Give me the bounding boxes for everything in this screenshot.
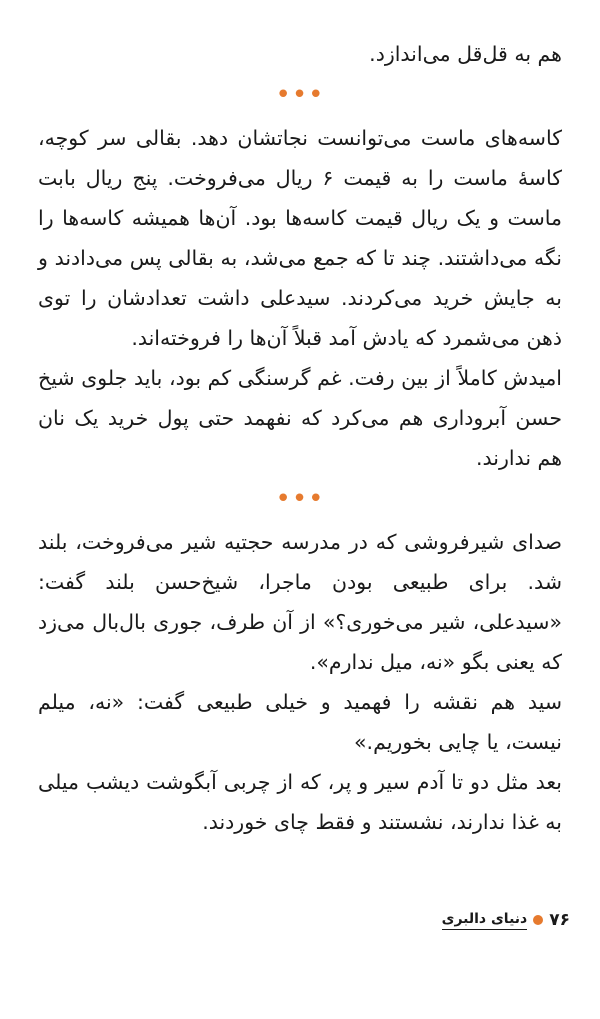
paragraph-4: سید هم نقشه را فهمید و خیلی طبیعی گفت: «نه، میلم نیست، یا چایی بخوریم.»	[38, 690, 562, 754]
paragraph-5: بعد مثل دو تا آدم سیر و پر، که از چربی آبگوشت دیشب میلی به غذا ندارند، نشستند و فقط چای خوردند.	[38, 770, 562, 834]
orange-dot-icon	[533, 915, 543, 925]
book-title: دنیای دالبری	[442, 911, 528, 930]
page-number: ۷۶	[549, 910, 570, 930]
page-footer	[440, 905, 570, 935]
paragraph-0: هم به قل‌قل می‌اندازد.	[369, 42, 562, 66]
paragraph-1: کاسه‌های ماست می‌توانست نجاتشان دهد. بقالی سر کوچه، کاسهٔ ماست را به قیمت ۶ ریال می‌فروخت. پنج ریال بابت ماست و یک ریال قیمت کاسه‌ها بود. آن‌ها همیشه کاسه‌ها را نگه می‌داشتند. چند تا که جمع می‌شد، به بقالی پس می‌دادند و به جایش خرید می‌کردند. سیدعلی داشت تعدادشان را توی ذهن می‌شمرد که یادش آمد قبلاً آن‌ها را فروخته‌اند.	[38, 126, 562, 350]
section-divider-2: •••	[275, 484, 325, 514]
paragraph-3: صدای شیرفروشی که در مدرسه حجتیه شیر می‌فروخت، بلند شد. برای طبیعی بودن ماجرا، شیخ‌حسن بلند گفت: «سیدعلی، شیر می‌خوری؟» از آن طرف، جوری بال‌بال می‌زد که یعنی بگو «نه، میل ندارم».	[38, 530, 562, 674]
section-divider-1: •••	[275, 80, 325, 110]
paragraph-2: امیدش کاملاً از بین رفت. غم گرسنگی کم بود، باید جلوی شیخ حسن آبروداری هم می‌کرد که نفهمد حتی پول خرید یک نان هم ندارند.	[38, 366, 562, 470]
